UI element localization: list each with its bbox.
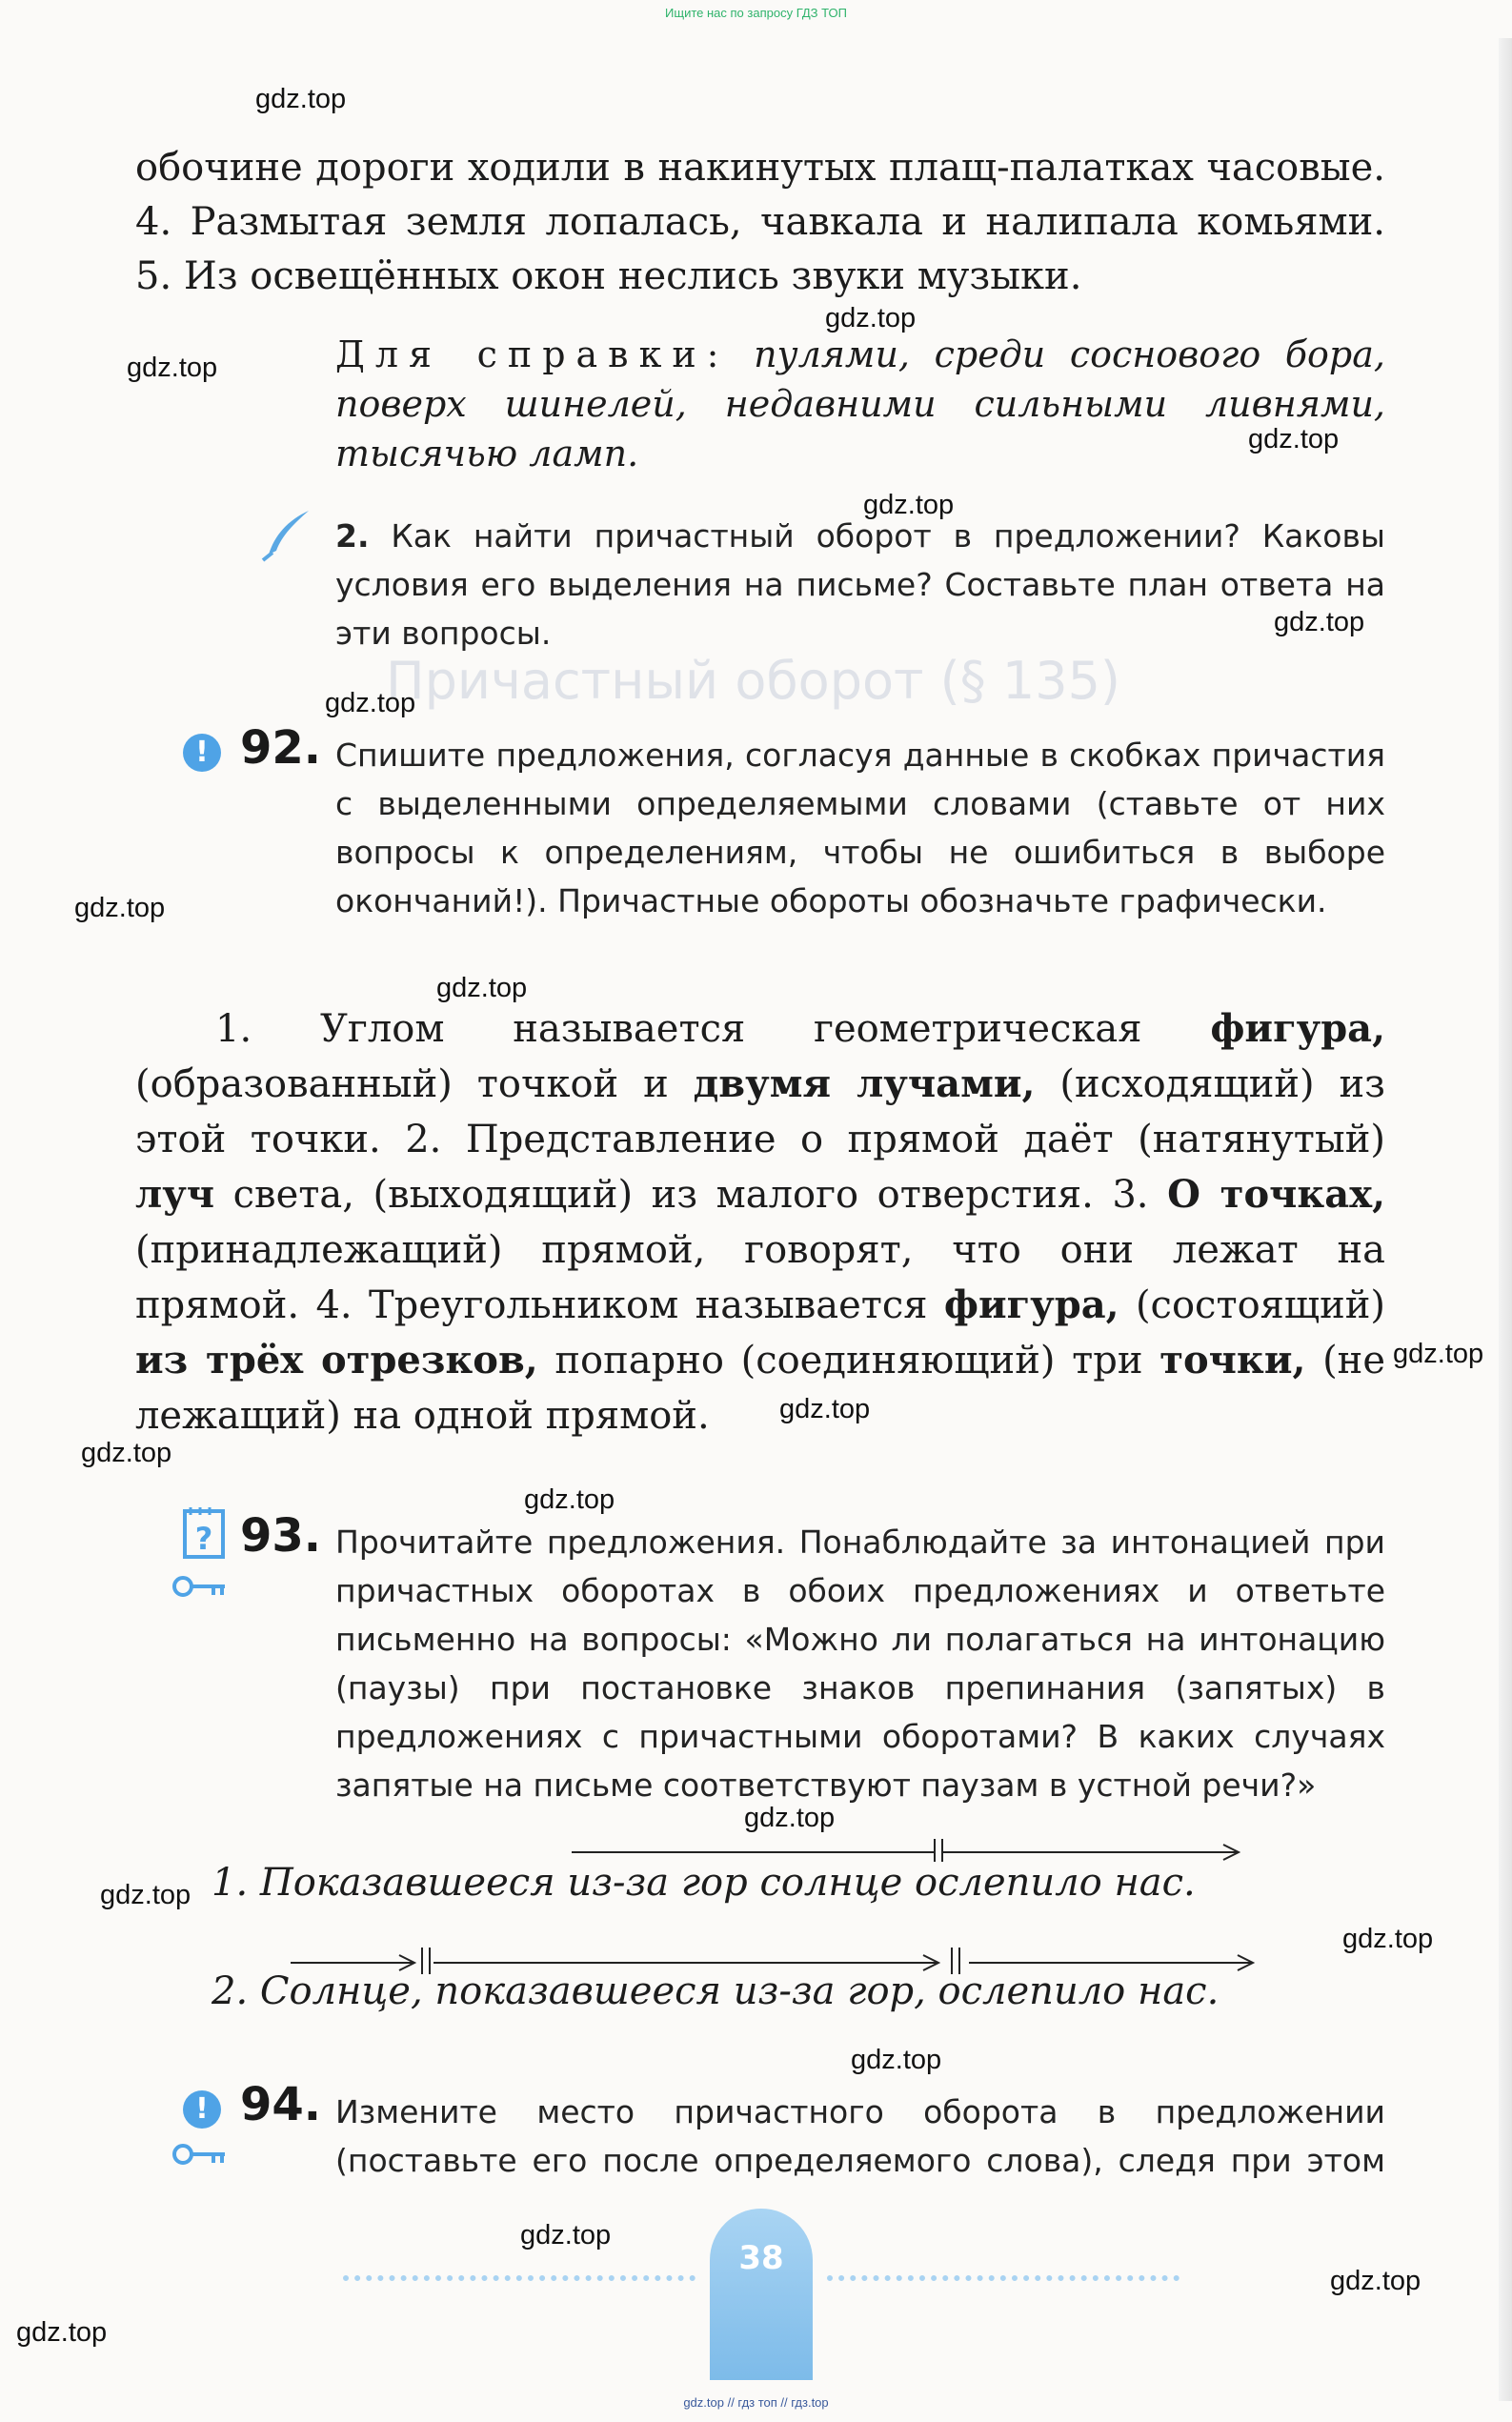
reference-text: пулями, среди соснового бора, поверх шинелей, недавними сильными ливнями, тысячью ламп. [335,333,1385,474]
important-badge: ! [183,734,221,772]
page-number: 38 [738,2239,784,2277]
watermark: gdz.top [779,1394,871,1424]
exercise-93-instruction: Прочитайте предложения. Понаблюдайте за интонацией при причастных оборотах в обоих предложениях и ответьте письменно на вопросы: «Можно ли полагаться на интонацию (паузы) при постановке знаков препинания (запятых) в предложениях с причастными оборотами? В каких случаях запятые на письме соответствуют паузам в устной речи?» [335,1524,1385,1804]
watermark: gdz.top [1330,2266,1421,2296]
sentence-1: 1. Показавшееся из-за гор солнце ослепило нас. [212,1861,1196,1905]
reference-note [335,330,1385,478]
watermark: gdz.top [1248,424,1340,454]
dotted-rule-right [827,2275,1179,2281]
watermark: gdz.top [851,2045,942,2075]
keyword: луч [135,1172,215,1217]
exercise-93-number: 93. [240,1509,322,1563]
notebook-question-icon [181,1505,229,1564]
watermark: gdz.top [825,303,917,333]
page-number-tab [710,2209,813,2380]
watermark: gdz.top [436,973,528,1003]
key-icon [171,1572,229,1605]
sentence-2: 2. Солнце, показавшееся из-за гор, ослепило нас. [212,1969,1220,2013]
exercise-92-text: 1. Углом называется геометрическая фигура, (образованный) точкой и двумя лучами, (исходящий) из этой точки. 2. Представление о прямой даёт (натянутый) луч света, (выходящий) из малого отверстия. 3. О точках, (принадлежащий) прямой, говорят, что они лежат на прямой. 4. Треугольником называется фигура, (состоящий) из трёх отрезков, попарно (соединяющий) три точки, (не лежащий) на одной прямой. [135,1006,1386,1438]
watermark: gdz.top [744,1803,836,1833]
task-2-number: 2. [335,517,370,555]
task-2 [335,512,1385,657]
exercise-92-number: 92. [240,721,322,775]
watermark: gdz.top [325,688,416,718]
task-2-text: Как найти причастный оборот в предложении? Каковы условия его выделения на письме? Составьте план ответа на эти вопросы. [335,517,1385,652]
keyword: О точках, [1167,1172,1385,1217]
watermark: gdz.top [16,2317,108,2348]
watermark: gdz.top [524,1484,615,1515]
header-note: Ищите нас по запросу ГДЗ ТОП [665,6,847,20]
top-paragraph: обочине дороги ходили в накинутых плащ-палатках часовые. 4. Размытая земля лопалась, чавкала и налипала комьями. 5. Из освещённых окон неслись звуки музыки. [135,146,1385,298]
watermark: gdz.top [1274,607,1365,637]
dotted-rule-left [343,2275,696,2281]
important-badge: ! [183,2090,221,2129]
exercise-94-number: 94. [240,2078,322,2131]
keyword: фигура, [1210,1006,1385,1051]
keyword: из трёх отрезков, [135,1338,538,1383]
watermark: gdz.top [127,353,218,383]
watermark: gdz.top [74,893,166,923]
reference-label: Для справки: [335,333,730,375]
footer-note: gdz.top // гдз топ // гдз.top [683,2395,829,2410]
keyword: точки, [1159,1338,1306,1383]
watermark: gdz.top [1342,1924,1434,1954]
keyword: двумя лучами, [693,1061,1036,1106]
watermark: gdz.top [100,1880,192,1910]
svg-text:?: ? [194,1521,213,1557]
exercise-92-instruction: Спишите предложения, согласуя данные в скобках причастия с выделенными определяемыми словами (ставьте от них вопросы к определениям, чтобы не ошибиться в выборе окончаний!). Причастные обороты обозначьте графически. [335,737,1385,919]
watermark: gdz.top [520,2220,612,2250]
keyword: фигура, [943,1282,1119,1327]
watermark: gdz.top [863,490,955,520]
exercise-94-instruction: Измените место причастного оборота в предложении (поставьте его после определяемого слова), следя при этом [335,2093,1385,2179]
watermark: gdz.top [255,84,347,114]
watermark: gdz.top [1393,1339,1484,1369]
watermark: gdz.top [81,1438,172,1468]
pen-icon [259,507,316,568]
page-edge [1499,38,1512,2401]
show-through-text: Причастный оборот (§ 135) [386,651,1121,711]
key-icon [171,2140,229,2172]
